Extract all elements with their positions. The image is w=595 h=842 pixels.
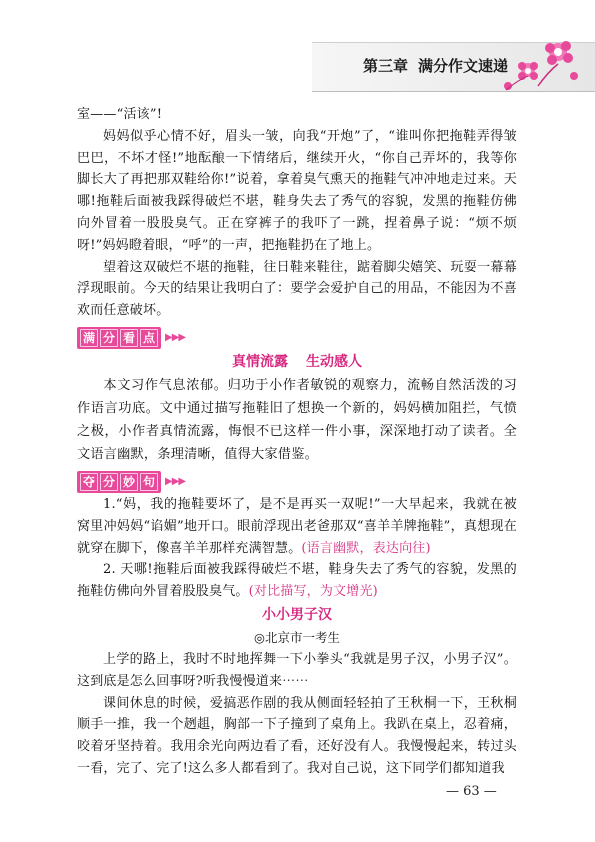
chapter-number: 第三章 xyxy=(363,57,409,75)
sentence-text: 2. 天哪!拖鞋后面被我踩得破烂不堪，鞋身失去了秀气的容貌，发黑的拖鞋仿佛向外冒着股股臭气。 xyxy=(77,562,517,600)
flower-ornament-icon xyxy=(498,36,580,92)
sentence-item xyxy=(77,559,517,603)
tag-char: 分 xyxy=(100,329,118,347)
highlights-commentary: 本文习作气息浓郁。归功于小作者敏锐的观察力，流畅自然活泼的习作语言功底。文中通过描写拖鞋旧了想换一个新的，妈妈横加阻拦，气愤之极，小作者真情流露，悔恨不已这样一件小事，深深地打动了读者。全文语言幽默，条理清晰，值得大家借鉴。 xyxy=(77,377,517,462)
paragraph-continued: 室——“活该”! xyxy=(77,107,163,122)
page-content xyxy=(77,104,517,780)
essay-author: ◎北京市一考生 xyxy=(254,629,340,645)
sentence-note: (对比描写，为文增光) xyxy=(248,584,378,600)
sentence-text: 1.“妈，我的拖鞋要坏了，是不是再买一双呢!”一大早起来，我就在被窝里冲妈妈“谄媚”地开口。眼前浮现出老爸那双“喜羊羊牌拖鞋”，真想现在就穿在脚下，像喜羊羊那样充满智慧。 xyxy=(77,496,517,556)
sentence-item xyxy=(77,494,517,559)
paragraph: 课间休息的时候，爱搞恶作剧的我从侧面轻轻拍了王秋桐一下，王秋桐顺手一推，我一个趔趄，胸部一下子撞到了桌角上。我趴在桌上，忍着痛，咬着牙坚持着。我用余光向两边看了看，还好没有人。我慢慢起来，转过头一看，完了、完了!这么多人都看到了。我对自己说，这下同学们都知道我 xyxy=(77,695,517,776)
highlights-title xyxy=(77,350,517,374)
tag-char: 点 xyxy=(140,329,158,347)
tag-char: 满 xyxy=(80,329,98,347)
paragraph: 望着这双破烂不堪的拖鞋，往日鞋来鞋往，踮着脚尖嬉笑、玩耍一幕幕浮现眼前。今天的结果让我明白了：要学会爱护自己的用品，不能因为不喜欢而任意破坏。 xyxy=(77,259,517,319)
triple-arrow-icon: ▶▶▶ xyxy=(165,332,186,344)
page-number: — 63 — xyxy=(446,784,497,799)
triple-arrow-icon: ▶▶▶ xyxy=(165,476,186,488)
tag-char: 夺 xyxy=(80,473,98,491)
tag-char: 妙 xyxy=(120,473,138,491)
sentences-tag xyxy=(77,470,517,494)
tag-char: 看 xyxy=(120,329,138,347)
highlights-title-part: 真情流露 xyxy=(232,353,288,370)
tag-char: 分 xyxy=(100,473,118,491)
highlights-title-part: 生动感人 xyxy=(306,353,362,370)
chapter-title: 满分作文速递 xyxy=(418,57,509,75)
essay-title: 小小男子汉 xyxy=(262,606,332,623)
paragraph: 上学的路上，我时不时地挥舞一下小拳头“我就是男子汉，小男子汉”。这到底是怎么回事呀?听我慢慢道来⋯⋯ xyxy=(77,651,517,689)
chapter-header xyxy=(363,55,508,76)
paragraph: 妈妈似乎心情不好，眉头一皱，向我“开炮”了，“谁叫你把拖鞋弄得皱巴巴，不坏才怪!”地酝酿一下情绪后，继续开火，“你自己弄坏的，我等你脚长大了再把那双鞋给你!”说着，拿着臭气熏天的拖鞋气冲冲地走过来。天哪!拖鞋后面被我踩得破烂不堪，鞋身失去了秀气的容貌，发黑的拖鞋仿佛向外冒着一股股臭气。正在穿裤子的我吓了一跳，捏着鼻子说：“烦不烦呀!”妈妈瞪着眼，“呼”的一声，把拖鞋扔在了地上。 xyxy=(77,128,517,253)
tag-char: 句 xyxy=(140,473,158,491)
sentence-note: (语言幽默，表达向往) xyxy=(301,540,431,556)
highlights-tag xyxy=(77,326,517,350)
